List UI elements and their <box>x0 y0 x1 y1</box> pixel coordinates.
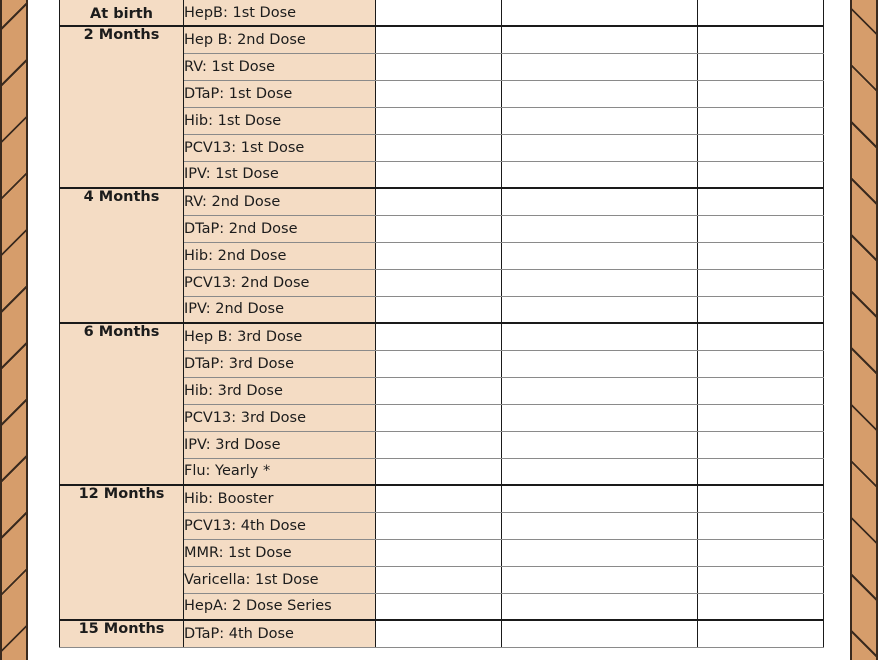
record-cell-3[interactable] <box>698 350 824 377</box>
vaccine-dose-label: Hib: 1st Dose <box>184 107 376 134</box>
table-row <box>60 485 824 512</box>
vaccine-dose-label: DTaP: 4th Dose <box>184 620 376 647</box>
record-cell-3[interactable] <box>698 53 824 80</box>
record-cell-1[interactable] <box>376 593 502 620</box>
vaccine-dose-label: PCV13: 1st Dose <box>184 134 376 161</box>
record-cell-1[interactable] <box>376 485 502 512</box>
record-cell-3[interactable] <box>698 431 824 458</box>
record-cell-1[interactable] <box>376 539 502 566</box>
age-group-label: 4 Months <box>60 188 184 323</box>
record-cell-2[interactable] <box>502 485 698 512</box>
record-cell-3[interactable] <box>698 107 824 134</box>
record-cell-3[interactable] <box>698 377 824 404</box>
record-cell-1[interactable] <box>376 566 502 593</box>
decorative-border-right <box>850 0 878 660</box>
vaccine-dose-label: Hep B: 2nd Dose <box>184 26 376 53</box>
age-group-label: At birth <box>60 0 184 26</box>
vaccine-dose-label: DTaP: 3rd Dose <box>184 350 376 377</box>
vaccine-dose-label: DTaP: 1st Dose <box>184 80 376 107</box>
decorative-border-left <box>0 0 28 660</box>
record-cell-2[interactable] <box>502 431 698 458</box>
record-cell-2[interactable] <box>502 296 698 323</box>
vaccine-dose-label: RV: 1st Dose <box>184 53 376 80</box>
vaccine-dose-label: Hep B: 3rd Dose <box>184 323 376 350</box>
table-row <box>60 188 824 215</box>
vaccine-dose-label: DTaP: 2nd Dose <box>184 215 376 242</box>
record-cell-2[interactable] <box>502 188 698 215</box>
record-cell-1[interactable] <box>376 0 502 26</box>
age-group-label: 12 Months <box>60 485 184 620</box>
record-cell-2[interactable] <box>502 593 698 620</box>
record-cell-3[interactable] <box>698 404 824 431</box>
record-cell-2[interactable] <box>502 80 698 107</box>
record-cell-3[interactable] <box>698 620 824 647</box>
record-cell-2[interactable] <box>502 134 698 161</box>
record-cell-3[interactable] <box>698 485 824 512</box>
record-cell-1[interactable] <box>376 323 502 350</box>
vaccine-dose-label: Varicella: 1st Dose <box>184 566 376 593</box>
record-cell-2[interactable] <box>502 53 698 80</box>
record-cell-3[interactable] <box>698 593 824 620</box>
table-row <box>60 620 824 647</box>
record-cell-3[interactable] <box>698 26 824 53</box>
record-cell-2[interactable] <box>502 377 698 404</box>
record-cell-3[interactable] <box>698 161 824 188</box>
record-cell-2[interactable] <box>502 215 698 242</box>
table-row <box>60 323 824 350</box>
table-row <box>60 26 824 53</box>
record-cell-3[interactable] <box>698 188 824 215</box>
record-cell-1[interactable] <box>376 26 502 53</box>
record-cell-2[interactable] <box>502 161 698 188</box>
vaccine-dose-label: Hib: 3rd Dose <box>184 377 376 404</box>
record-cell-3[interactable] <box>698 566 824 593</box>
table-row <box>60 0 824 26</box>
record-cell-1[interactable] <box>376 296 502 323</box>
vaccine-dose-label: Hib: Booster <box>184 485 376 512</box>
record-cell-1[interactable] <box>376 107 502 134</box>
record-cell-1[interactable] <box>376 458 502 485</box>
record-cell-3[interactable] <box>698 296 824 323</box>
record-cell-2[interactable] <box>502 26 698 53</box>
record-cell-3[interactable] <box>698 323 824 350</box>
record-cell-2[interactable] <box>502 323 698 350</box>
record-cell-1[interactable] <box>376 512 502 539</box>
record-cell-3[interactable] <box>698 0 824 26</box>
record-cell-1[interactable] <box>376 431 502 458</box>
vaccine-dose-label: Hib: 2nd Dose <box>184 242 376 269</box>
record-cell-1[interactable] <box>376 53 502 80</box>
record-cell-1[interactable] <box>376 269 502 296</box>
record-cell-3[interactable] <box>698 458 824 485</box>
record-cell-2[interactable] <box>502 404 698 431</box>
record-cell-2[interactable] <box>502 242 698 269</box>
record-cell-1[interactable] <box>376 161 502 188</box>
record-cell-1[interactable] <box>376 620 502 647</box>
record-cell-3[interactable] <box>698 134 824 161</box>
record-cell-2[interactable] <box>502 458 698 485</box>
record-cell-2[interactable] <box>502 269 698 296</box>
vaccine-dose-label: PCV13: 3rd Dose <box>184 404 376 431</box>
record-cell-1[interactable] <box>376 350 502 377</box>
record-cell-2[interactable] <box>502 107 698 134</box>
record-cell-1[interactable] <box>376 134 502 161</box>
record-cell-2[interactable] <box>502 620 698 647</box>
record-cell-1[interactable] <box>376 188 502 215</box>
record-cell-3[interactable] <box>698 80 824 107</box>
record-cell-2[interactable] <box>502 0 698 26</box>
record-cell-1[interactable] <box>376 80 502 107</box>
vaccine-dose-label: IPV: 1st Dose <box>184 161 376 188</box>
vaccine-dose-label: HepB: 1st Dose <box>184 0 376 26</box>
record-cell-2[interactable] <box>502 566 698 593</box>
record-cell-2[interactable] <box>502 539 698 566</box>
vaccination-table <box>59 0 824 648</box>
age-group-label: 15 Months <box>60 620 184 647</box>
record-cell-2[interactable] <box>502 350 698 377</box>
immunization-sheet <box>28 0 850 660</box>
record-cell-1[interactable] <box>376 242 502 269</box>
vaccine-dose-label: RV: 2nd Dose <box>184 188 376 215</box>
record-cell-3[interactable] <box>698 242 824 269</box>
record-cell-3[interactable] <box>698 269 824 296</box>
age-group-label: 2 Months <box>60 26 184 188</box>
vaccine-dose-label: PCV13: 4th Dose <box>184 512 376 539</box>
record-cell-1[interactable] <box>376 404 502 431</box>
record-cell-3[interactable] <box>698 215 824 242</box>
record-cell-1[interactable] <box>376 215 502 242</box>
vaccine-dose-label: MMR: 1st Dose <box>184 539 376 566</box>
record-cell-3[interactable] <box>698 539 824 566</box>
record-cell-3[interactable] <box>698 512 824 539</box>
vaccine-dose-label: HepA: 2 Dose Series <box>184 593 376 620</box>
vaccine-dose-label: IPV: 3rd Dose <box>184 431 376 458</box>
vaccine-dose-label: PCV13: 2nd Dose <box>184 269 376 296</box>
vaccine-dose-label: Flu: Yearly * <box>184 458 376 485</box>
record-cell-1[interactable] <box>376 377 502 404</box>
vaccine-dose-label: IPV: 2nd Dose <box>184 296 376 323</box>
age-group-label: 6 Months <box>60 323 184 485</box>
record-cell-2[interactable] <box>502 512 698 539</box>
